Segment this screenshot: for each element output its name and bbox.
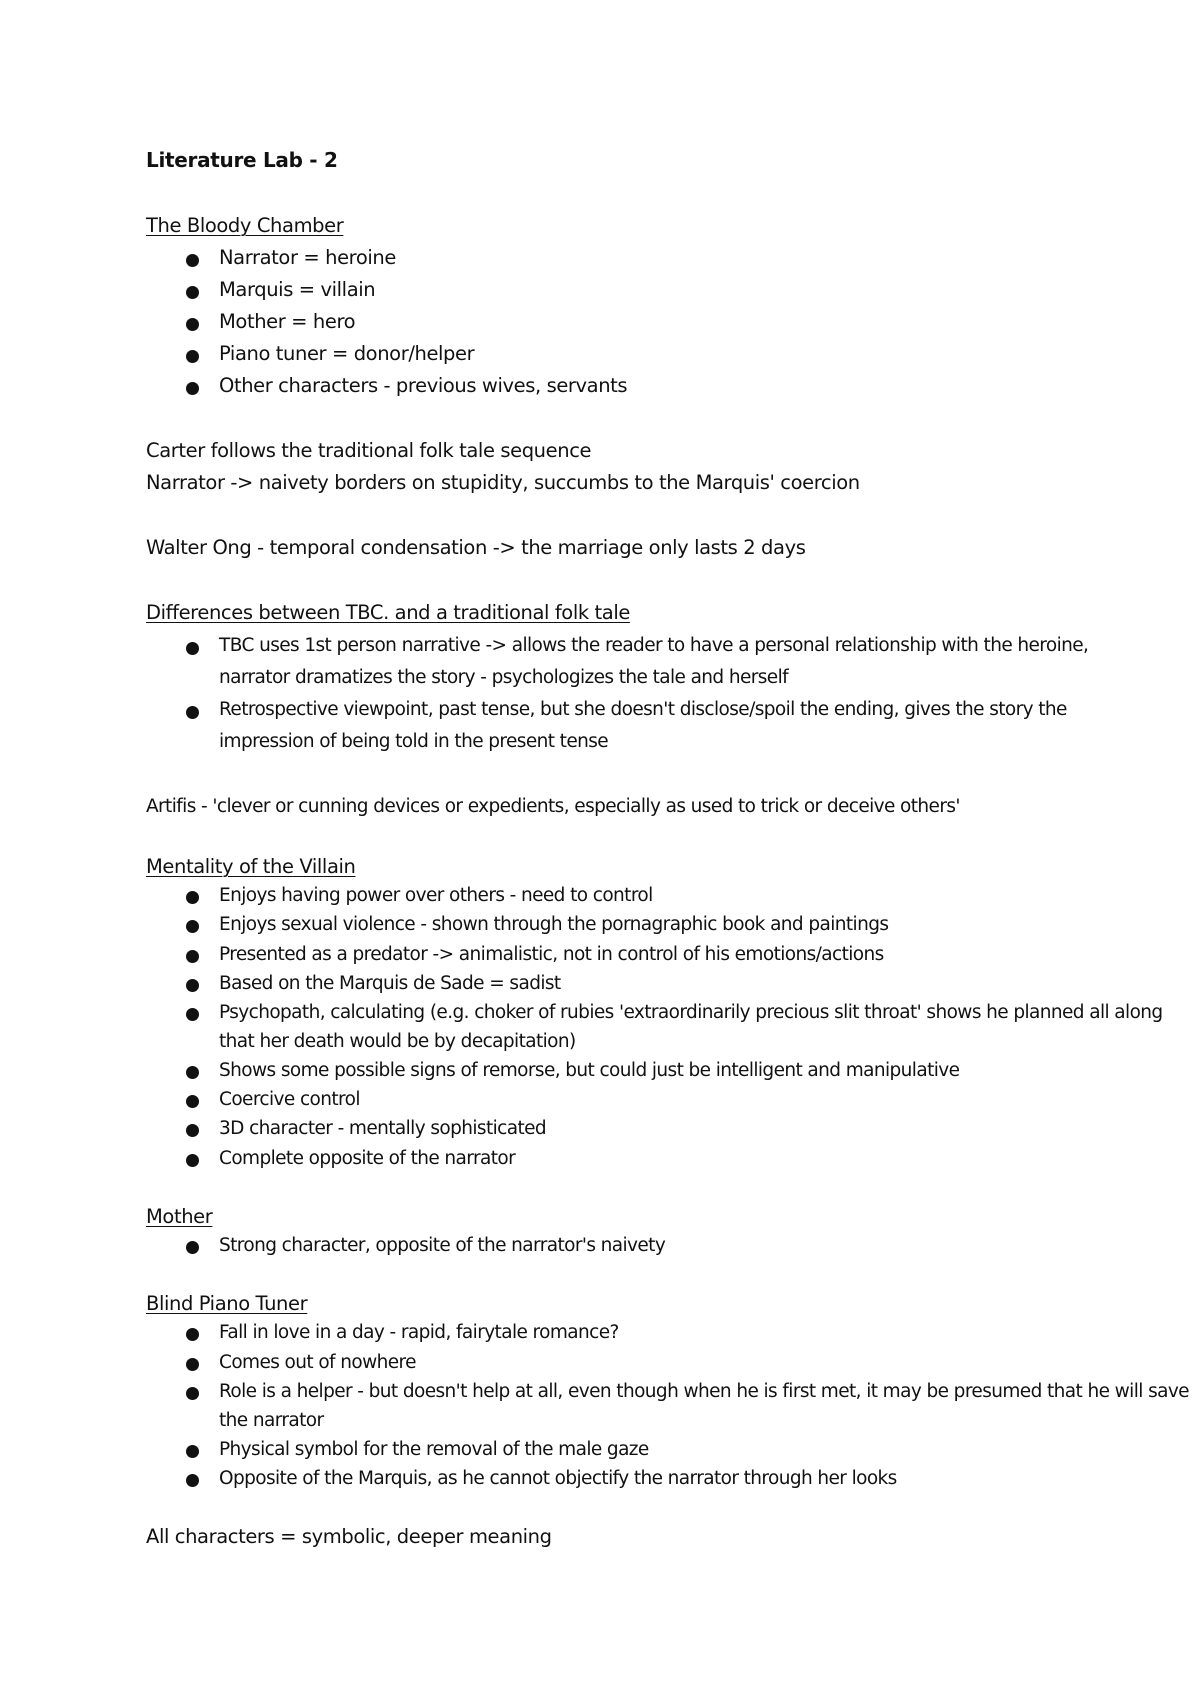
document-title: Literature Lab - 2 — [146, 148, 338, 172]
list-item-continuation: the narrator — [219, 1410, 324, 1431]
bullet-icon — [186, 642, 199, 655]
section-heading-bloody-chamber: The Bloody Chamber — [146, 214, 344, 237]
bullet-icon — [186, 979, 199, 992]
paragraph: Walter Ong - temporal condensation -> the marriage only lasts 2 days — [146, 536, 806, 559]
list-item-line: impression of being told in the present tense — [219, 731, 609, 752]
list-item: Physical symbol for the removal of the male gaze — [219, 1439, 649, 1460]
section-heading-mother: Mother — [146, 1205, 213, 1228]
bullet-icon — [186, 1328, 199, 1341]
paragraph: Narrator -> naivety borders on stupidity, succumbs to the Marquis' coercion — [146, 471, 860, 494]
list-item: Presented as a predator -> animalistic, not in control of his emotions/actions — [219, 944, 884, 965]
paragraph: Carter follows the traditional folk tale sequence — [146, 439, 592, 462]
list-item: Psychopath, calculating (e.g. choker of rubies 'extraordinarily precious slit throat' shows he planned all along — [219, 1002, 1163, 1023]
list-item: Comes out of nowhere — [219, 1352, 416, 1373]
list-item-line: TBC uses 1st person narrative -> allows the reader to have a personal relationship with the heroine, — [219, 635, 1089, 656]
list-item: 3D character - mentally sophisticated — [219, 1118, 547, 1139]
bullet-icon — [186, 1387, 199, 1400]
list-item-line: Retrospective viewpoint, past tense, but she doesn't disclose/spoil the ending, gives the story the — [219, 699, 1067, 720]
list-item: Enjoys having power over others - need to control — [219, 885, 653, 906]
list-item: Enjoys sexual violence - shown through the pornagraphic book and paintings — [219, 914, 889, 935]
list-item: Role is a helper - but doesn't help at all, even though when he is first met, it may be presumed that he will save — [219, 1381, 1189, 1402]
bullet-icon — [186, 350, 199, 363]
bullet-icon — [186, 1066, 199, 1079]
list-item: Other characters - previous wives, servants — [219, 374, 628, 397]
section-heading-piano-tuner: Blind Piano Tuner — [146, 1292, 308, 1315]
list-item: Piano tuner = donor/helper — [219, 342, 475, 365]
bullet-icon — [186, 318, 199, 331]
list-item: Narrator = heroine — [219, 246, 396, 269]
bullet-icon — [186, 920, 199, 933]
bullet-icon — [186, 254, 199, 267]
bullet-icon — [186, 1445, 199, 1458]
list-item: Strong character, opposite of the narrator's naivety — [219, 1235, 666, 1256]
paragraph: All characters = symbolic, deeper meaning — [146, 1525, 552, 1548]
list-item: Coercive control — [219, 1089, 360, 1110]
bullet-icon — [186, 1154, 199, 1167]
list-item: Shows some possible signs of remorse, but could just be intelligent and manipulative — [219, 1060, 960, 1081]
bullet-icon — [186, 1124, 199, 1137]
list-item-line: narrator dramatizes the story - psychologizes the tale and herself — [219, 667, 789, 688]
section-heading-differences: Differences between TBC. and a traditional folk tale — [146, 601, 630, 624]
list-item-continuation: that her death would be by decapitation) — [219, 1031, 576, 1052]
list-item: Based on the Marquis de Sade = sadist — [219, 973, 561, 994]
bullet-icon — [186, 706, 199, 719]
bullet-icon — [186, 1474, 199, 1487]
list-item: Complete opposite of the narrator — [219, 1148, 516, 1169]
bullet-icon — [186, 1008, 199, 1021]
list-item: Mother = hero — [219, 310, 356, 333]
paragraph: Artifis - 'clever or cunning devices or expedients, especially as used to trick or deceive others' — [146, 796, 960, 817]
bullet-icon — [186, 382, 199, 395]
bullet-icon — [186, 286, 199, 299]
bullet-icon — [186, 950, 199, 963]
list-item: Opposite of the Marquis, as he cannot objectify the narrator through her looks — [219, 1468, 897, 1489]
list-item: Marquis = villain — [219, 278, 376, 301]
bullet-icon — [186, 1095, 199, 1108]
section-heading-villain: Mentality of the Villain — [146, 855, 356, 878]
bullet-icon — [186, 1358, 199, 1371]
bullet-icon — [186, 891, 199, 904]
bullet-icon — [186, 1241, 199, 1254]
list-item: Fall in love in a day - rapid, fairytale romance? — [219, 1322, 619, 1343]
